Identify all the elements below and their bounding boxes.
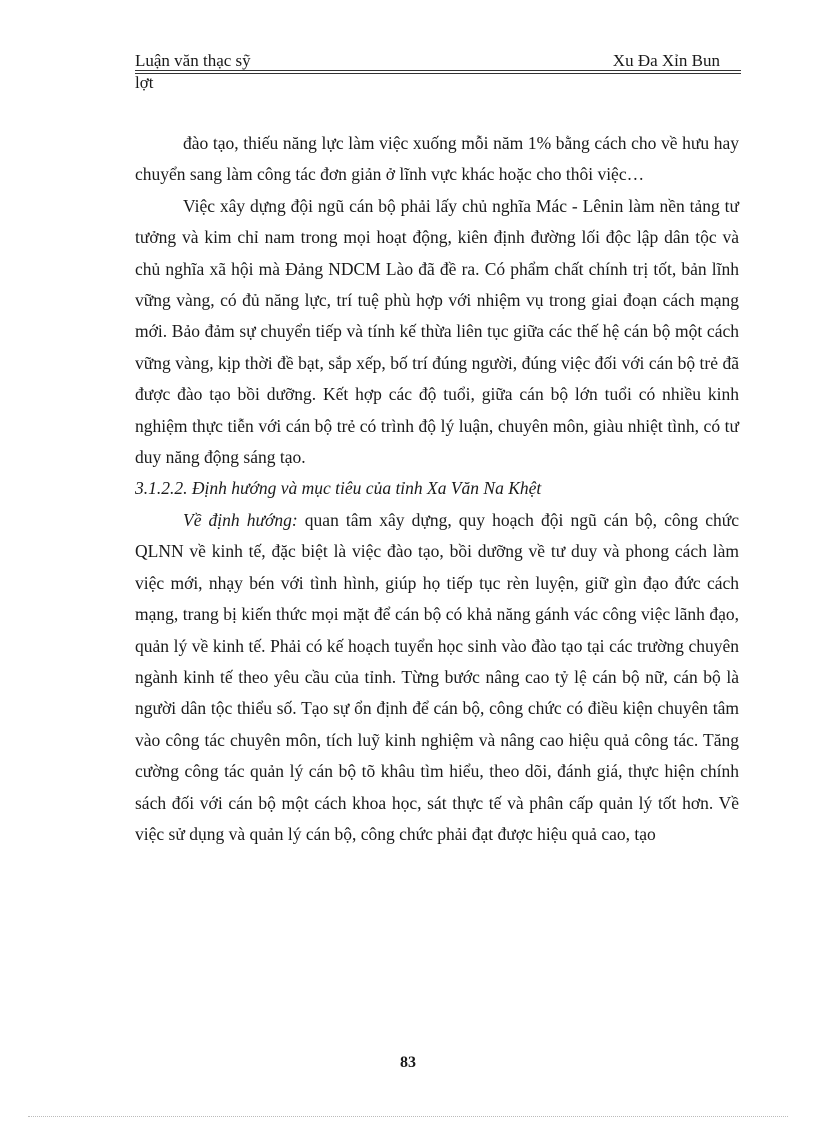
paragraph-3-label: Về định hướng: [183, 509, 298, 530]
page-bottom-divider [28, 1116, 788, 1117]
header-title: Luận văn thạc sỹ [135, 51, 251, 70]
paragraph-3-text: quan tâm xây dựng, quy hoạch đội ngũ cán bộ, công chức QLNN về kinh tế, đặc biệt là việc đào tạo, bồi dưỡng về tư duy và phong cách làm việc mới, nhạy bén với tình hình, giúp họ tiếp tục rèn luyện, giữ gìn đạo đức cách mạng, trang bị kiến thức mọi mặt để cán bộ có khả năng gánh vác công việc lãnh đạo, quản lý về kinh tế. Phải có kế hoạch tuyển học sinh vào đào tạo tại các trường chuyên ngành kinh tế theo yêu cầu của tỉnh. Từng bước nâng cao tỷ lệ cán bộ nữ, cán bộ là người dân tộc thiểu số. Tạo sự ổn định để cán bộ, công chức có điều kiện chuyên tâm vào công tác chuyên môn, tích luỹ kinh nghiệm và nâng cao hiệu quả công tác. Tăng cường công tác quản lý cán bộ tõ khâu tìm hiểu, theo dõi, đánh giá, thực hiện chính sách đối với cán bộ một cách khoa học, sát thực tế và phân cấp quản lý tốt hơn. Về việc sử dụng và quản lý cán bộ, công chức phải đạt được hiệu quả cao, tạo [135, 509, 740, 844]
header-author: Xu Đa Xỉn Bun [612, 51, 720, 70]
body-text [135, 128, 739, 850]
page-number: 83 [400, 1054, 416, 1071]
header-rule-top [135, 70, 741, 71]
section-heading: 3.1.2.2. Định hướng và mục tiêu của tỉnh Xa Văn Na Khệt [135, 478, 542, 499]
paragraph-3 [135, 505, 739, 850]
paragraph-1: đào tạo, thiếu năng lực làm việc xuống mỗi năm 1% bằng cách cho về hưu hay chuyển sang làm công tác đơn giản ở lĩnh vực khác hoặc cho thôi việc… [135, 133, 739, 185]
header-rule-bottom [135, 73, 741, 74]
header-title-continuation: lợt [135, 73, 154, 92]
paragraph-2: Việc xây dựng đội ngũ cán bộ phải lấy chủ nghĩa Mác - Lênin làm nền tảng tư tưởng và kim chỉ nam trong mọi hoạt động, kiên định đường lối độc lập dân tộc và chủ nghĩa xã hội mà Đảng NDCM Lào đã đề ra. Có phẩm chất chính trị tốt, bản lĩnh vững vàng, có đủ năng lực, trí tuệ phù hợp với nhiệm vụ trong giai đoạn cách mạng mới. Bảo đảm sự chuyển tiếp và tính kế thừa liên tục giữa các thế hệ cán bộ một cách vững vàng, kịp thời đề bạt, sắp xếp, bố trí đúng người, đúng việc đối với cán bộ trẻ đã được đào tạo bồi dưỡng. Kết hợp các độ tuổi, giữa cán bộ lớn tuổi có nhiều kinh nghiệm thực tiễn với cán bộ trẻ có trình độ lý luận, chuyên môn, giàu nhiệt tình, có tư duy năng động sáng tạo. [135, 195, 739, 468]
